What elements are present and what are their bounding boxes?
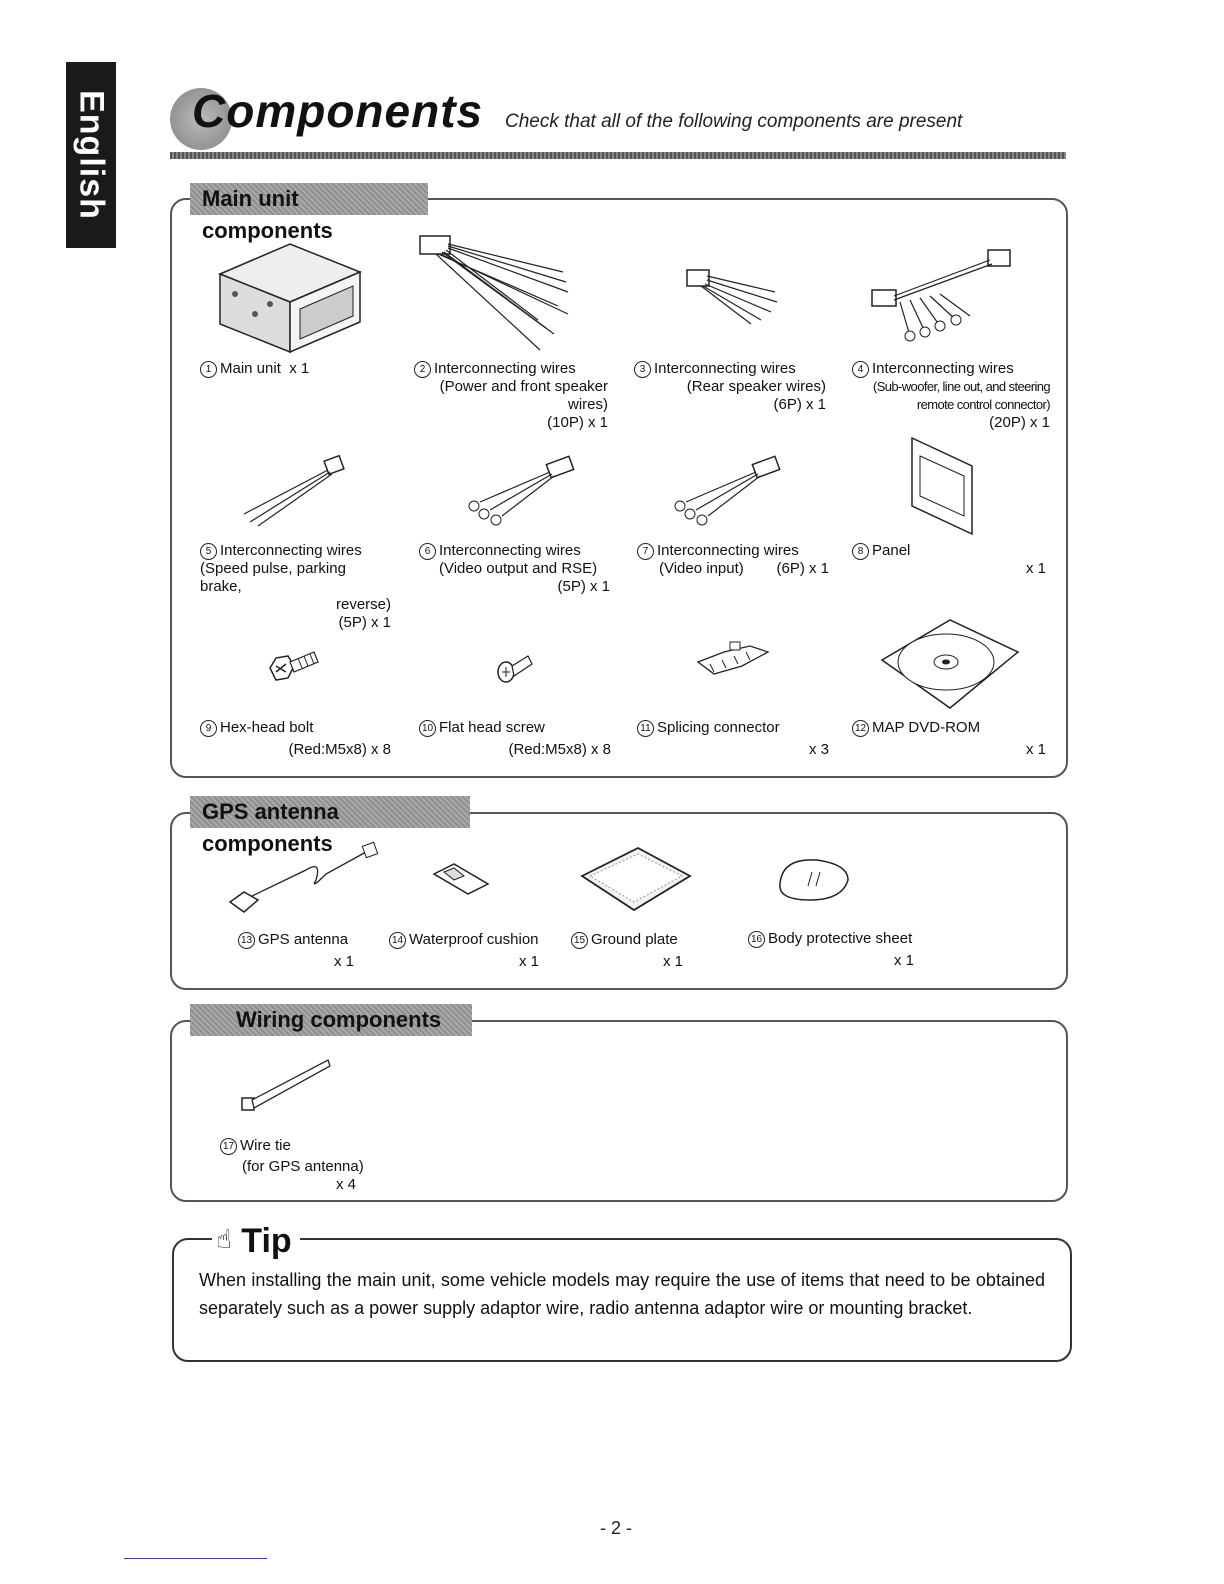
flat-screw-illustration — [496, 650, 536, 686]
item-16-label: 16 Body protective sheet x 1 — [748, 930, 914, 970]
page-number: - 2 - — [600, 1518, 633, 1538]
pointing-hand-icon: ☝ — [216, 1224, 232, 1254]
panel-illustration — [908, 436, 978, 536]
item-8-label: 8 Panel x 1 — [852, 542, 1046, 578]
gps-antenna-illustration — [226, 840, 382, 920]
title-rule — [170, 152, 1066, 159]
item-6-label: 6 Interconnecting wires (Video output and RSE) (5P) x 1 — [419, 542, 610, 596]
wire-harness-video-out-illustration — [450, 452, 580, 528]
tip-heading — [212, 1222, 300, 1261]
item-7-label: 7 Interconnecting wires (Video input) (6P) x 1 — [637, 542, 829, 578]
item-4-label: 4 Interconnecting wires (Sub-woofer, line out, and steering remote control connector) (20P) x 1 — [852, 360, 1050, 432]
item-13-label: 13 GPS antenna x 1 — [238, 931, 354, 971]
main-unit-illustration — [215, 234, 365, 356]
language-tab — [66, 62, 116, 248]
item-10-label: 10 Flat head screw (Red:M5x8) x 8 — [419, 719, 611, 759]
splicing-connector-illustration — [694, 638, 774, 682]
item-17-label: 17 Wire tie (for GPS antenna) x 4 — [220, 1137, 366, 1194]
item-14-label: 14 Waterproof cushion x 1 — [389, 931, 539, 971]
wire-tie-illustration — [238, 1054, 334, 1114]
page-subtitle: Check that all of the following components are present — [505, 111, 963, 132]
page-title: Components — [192, 85, 484, 137]
item-9-label: 9 Hex-head bolt (Red:M5x8) x 8 — [200, 719, 391, 759]
body-protective-sheet-illustration — [776, 854, 852, 904]
main-components-heading: Main unit components — [190, 183, 428, 215]
item-15-label: 15 Ground plate x 1 — [571, 931, 683, 971]
waterproof-cushion-illustration — [432, 862, 490, 898]
ground-plate-illustration — [580, 846, 692, 914]
item-1-label: 1 Main unit x 1 — [200, 360, 400, 378]
gps-components-heading: GPS antenna components — [190, 796, 470, 828]
language-tab-label: English — [72, 90, 111, 220]
dvd-rom-illustration — [880, 616, 1020, 710]
tip-text: When installing the main unit, some vehicle models may require the use of items that need to be obtained separately such as a power supply adaptor wire, radio antenna adaptor wire or mounting bracket. — [199, 1270, 1045, 1318]
item-2-label: 2 Interconnecting wires (Power and front speaker wires) (10P) x 1 — [414, 360, 608, 432]
tip-title: Tip — [241, 1222, 292, 1260]
wiring-components-heading: Wiring components — [190, 1004, 472, 1036]
item-12-label: 12 MAP DVD-ROM x 1 — [852, 719, 1046, 759]
hex-bolt-illustration — [266, 646, 322, 692]
wire-harness-6p-illustration — [685, 262, 785, 328]
wire-harness-speed-illustration — [240, 452, 350, 528]
wire-harness-20p-illustration — [870, 246, 1020, 344]
wire-harness-video-in-illustration — [656, 452, 786, 528]
footer-rule — [124, 1558, 267, 1559]
item-11-label: 11 Splicing connector x 3 — [637, 719, 829, 759]
item-3-label: 3 Interconnecting wires (Rear speaker wires) (6P) x 1 — [634, 360, 826, 414]
wire-harness-10p-illustration — [418, 230, 578, 354]
item-5-label: 5 Interconnecting wires (Speed pulse, parking brake, reverse) (5P) x 1 — [200, 542, 391, 631]
